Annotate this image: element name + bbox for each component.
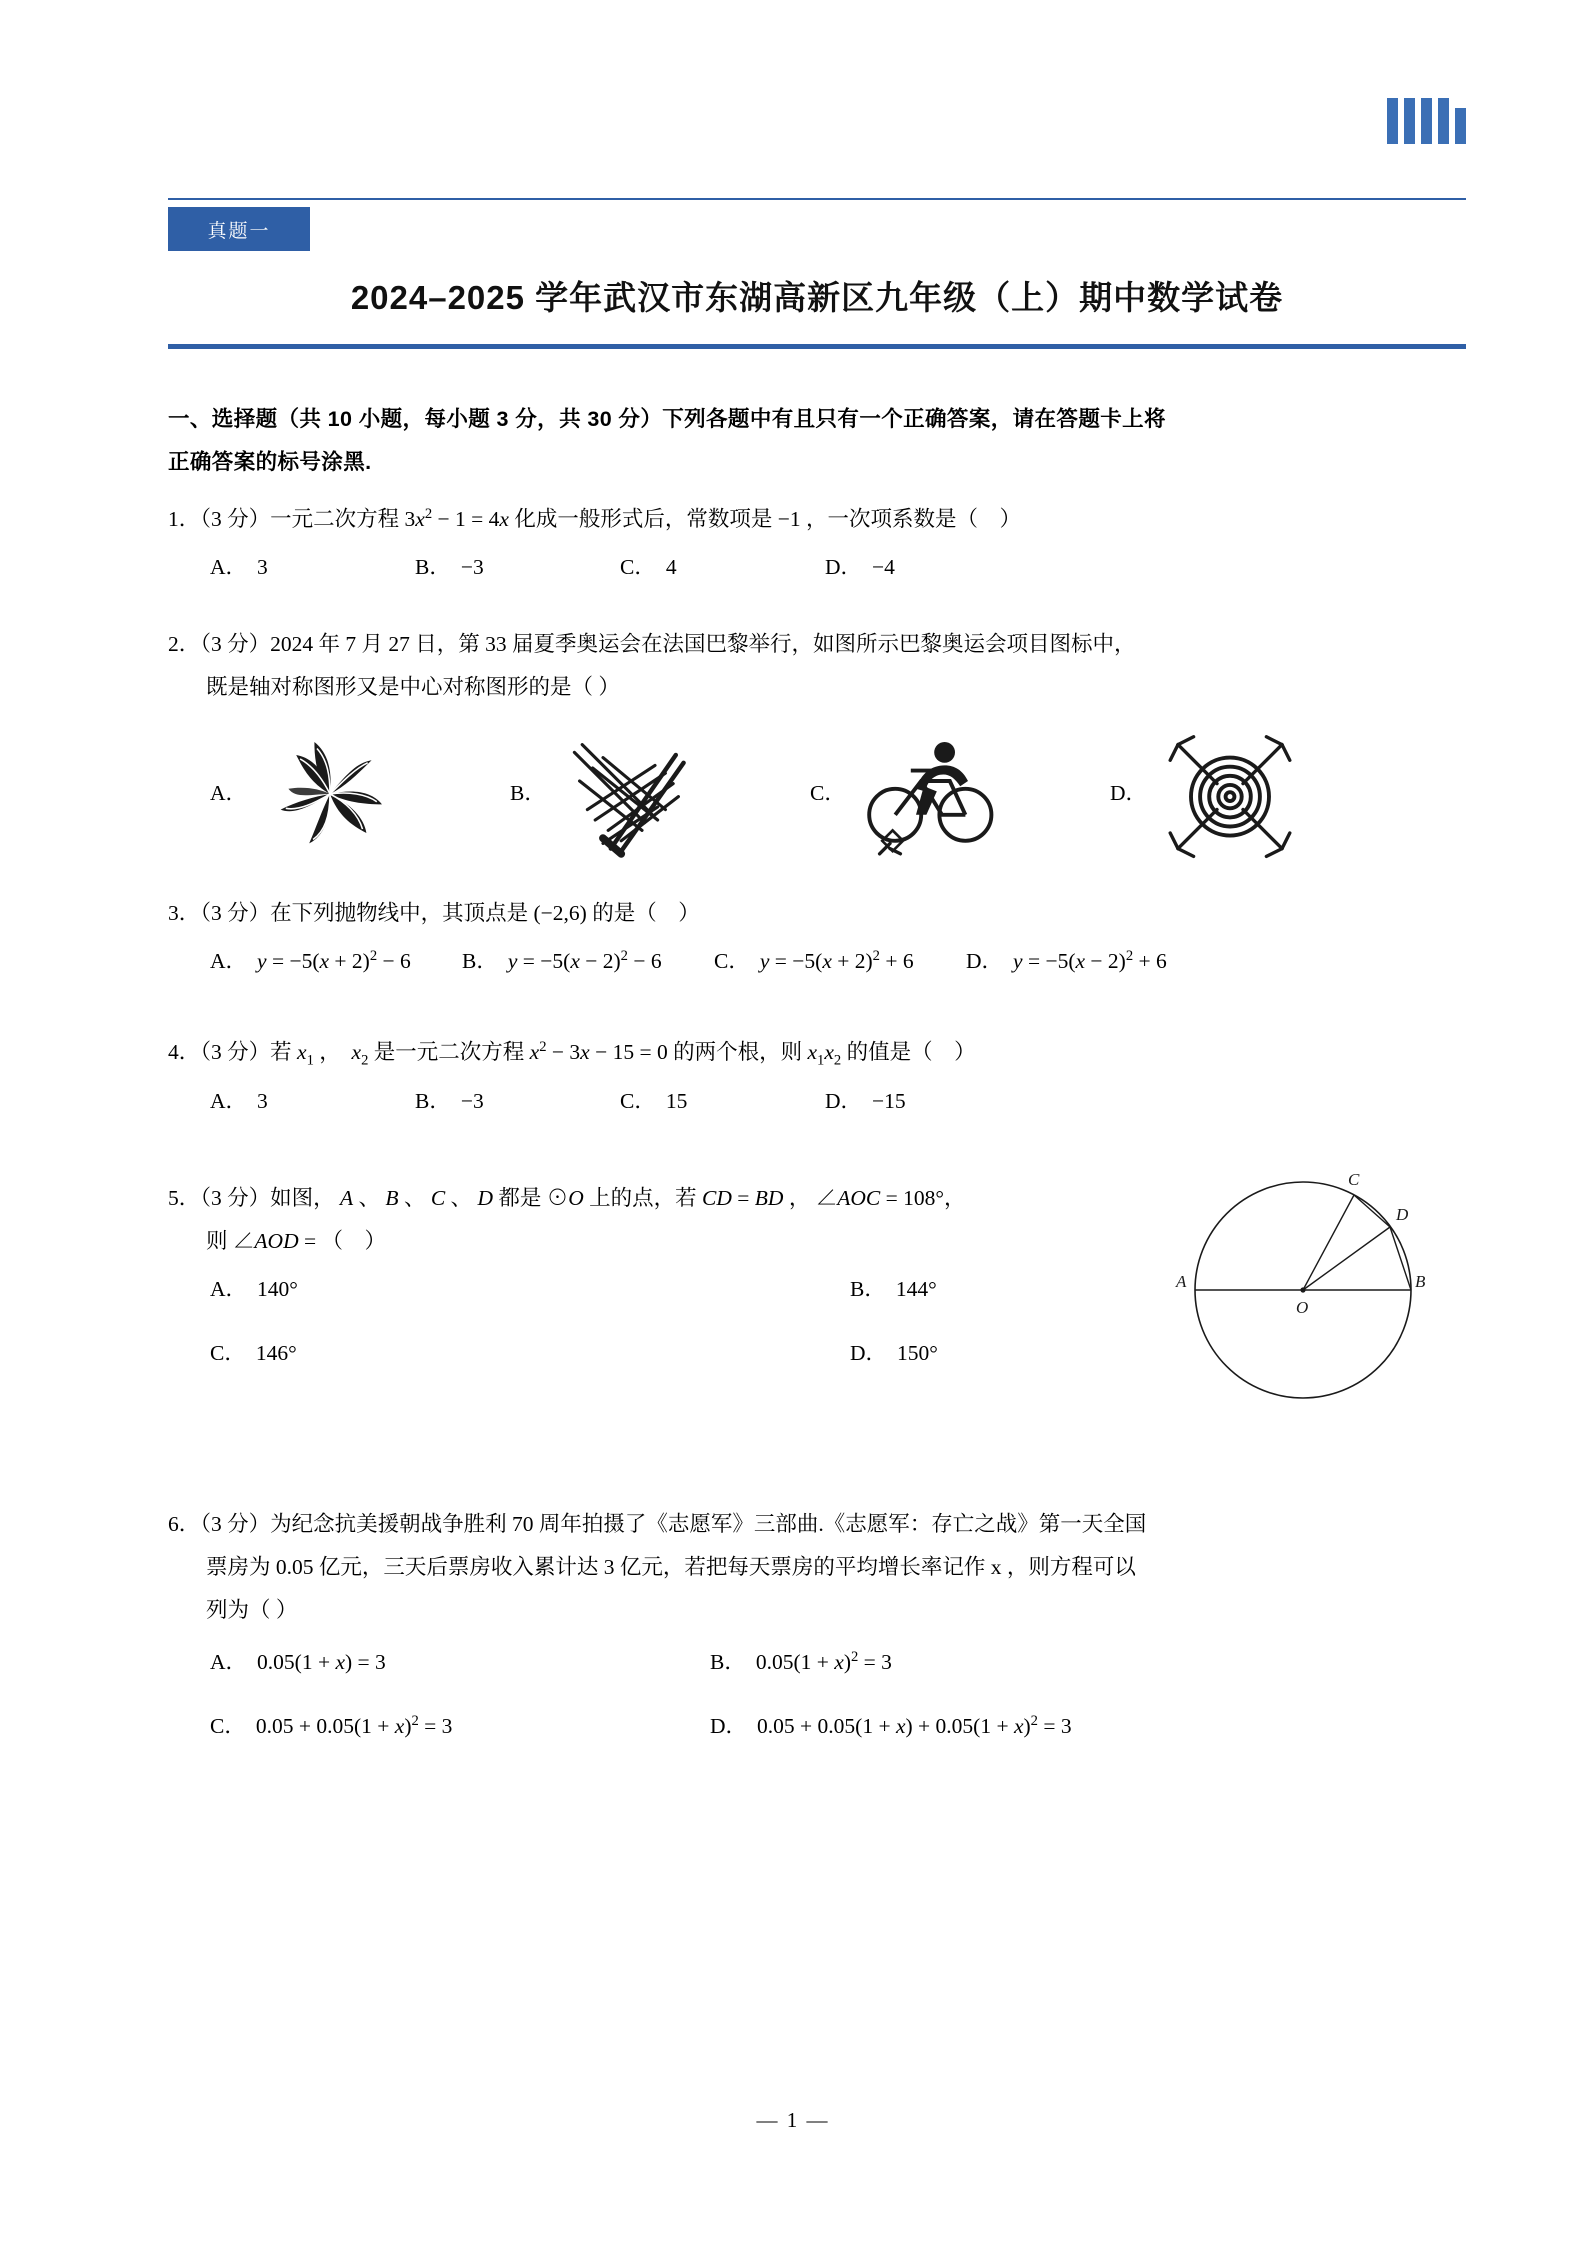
option-b[interactable] (710, 1642, 1190, 1684)
option-d-text: $0.05 + 0.05(1 + x) + 0.05(1 + x)^2 = 3$ (757, 1713, 1072, 1739)
option-d-label: D． (966, 948, 1004, 973)
option-d[interactable] (825, 547, 1030, 589)
question-1-options (168, 547, 1418, 589)
option-a-label: A． (210, 1277, 248, 1302)
label-B: B (1415, 1272, 1426, 1292)
circle-diagram (1168, 1165, 1438, 1415)
option-a[interactable] (210, 729, 510, 859)
header-rule-top (168, 198, 1466, 200)
question-5-stem-line1: 5．（3 分）如图， A 、 B 、 C 、 D 都是 ⊙O 上的点，若 CD = BD ， ∠AOC = 108°， (168, 1186, 966, 1211)
question-2 (168, 623, 1418, 862)
page-footer (0, 2108, 1586, 2133)
option-d[interactable] (710, 1706, 1190, 1748)
option-c[interactable] (210, 1706, 710, 1748)
label-C: C (1348, 1170, 1360, 1190)
question-6-options-row1 (168, 1642, 1418, 1684)
option-c-text: 4 (665, 555, 677, 579)
question-2-stem-line2: 既是轴对称图形又是中心对称图形的是（ ） (206, 674, 620, 699)
option-b-text: 144° (895, 1277, 937, 1302)
section-heading-line1: 一、选择题（共 10 小题，每小题 3 分，共 30 分）下列各题中有且只有一个正确答案，请在答题卡上将 (168, 407, 1166, 431)
option-c-text: $0.05 + 0.05(1 + x)^2 = 3$ (255, 1713, 453, 1739)
option-a-text: 3 (257, 1089, 268, 1114)
question-6-stem-line2: 票房为 0.05 亿元，三天后票房收入累计达 3 亿元，若把每天票房的平均增长率记作 x ，则方程可以 (206, 1555, 1136, 1580)
option-d-label: D． (710, 1714, 748, 1739)
option-b[interactable] (510, 729, 810, 859)
question-6-stem-line3: 列为（ ） (206, 1598, 298, 1623)
question-6-stem (168, 1503, 1418, 1632)
option-a-label: A． (210, 555, 248, 579)
option-c-label: C． (620, 1089, 656, 1114)
section-heading-line2: 正确答案的标号涂黑. (168, 450, 372, 474)
option-c[interactable] (714, 941, 966, 983)
option-c[interactable] (210, 1333, 850, 1375)
question-4 (168, 1031, 1418, 1123)
question-1 (168, 498, 1418, 589)
option-c-label: C． (810, 781, 846, 806)
question-3-stem: 3．（3 分）在下列抛物线中，其顶点是 (−2,6) 的是（ ） (168, 900, 700, 925)
option-d-label: D． (1110, 781, 1148, 806)
option-d-text: −15 (872, 1089, 906, 1114)
option-c[interactable] (620, 1081, 825, 1123)
option-b-label: B． (710, 1650, 746, 1675)
option-b-label: B． (415, 555, 451, 579)
option-d-text: 150° (897, 1341, 938, 1366)
question-4-stem: 4．（3 分）若 $x_1$ ， $x_2$ 是一元二次方程 $x^2 - 3x - 15 = 0$ 的两个根，则 $x_1x_2$ 的值是（ ） (168, 1038, 976, 1069)
option-c-label: C． (714, 948, 750, 973)
option-b-text: $y = -5(x - 2)^2 - 6$ (507, 947, 662, 973)
option-a[interactable] (210, 1642, 710, 1684)
option-b[interactable] (415, 547, 620, 589)
option-b-label: B． (850, 1277, 886, 1302)
option-d-text: −4 (872, 555, 895, 579)
option-b-text: −3 (460, 1089, 484, 1114)
option-a-label: A． (210, 781, 248, 806)
pinwheel-flower-icon (255, 729, 405, 859)
fencing-icon (554, 729, 704, 859)
question-6-stem-line1: 6．（3 分）为纪念抗美援朝战争胜利 70 周年拍摄了《志愿军》三部曲.《志愿军：存亡之战》第一天全国 (168, 1512, 1147, 1537)
option-d[interactable] (966, 941, 1218, 983)
question-5-stem (168, 1177, 1068, 1263)
option-a[interactable] (210, 1081, 415, 1123)
archery-target-icon (1155, 729, 1305, 859)
question-3 (168, 892, 1418, 983)
option-c-label: C． (210, 1714, 246, 1739)
option-a-text: 140° (257, 1277, 298, 1302)
question-2-options (168, 727, 1418, 862)
option-b-text: $0.05(1 + x)^2 = 3$ (755, 1649, 892, 1675)
option-a-label: A． (210, 1089, 248, 1114)
option-a-text: $y = -5(x + 2)^2 - 6$ (257, 947, 411, 973)
option-a[interactable] (210, 547, 415, 589)
option-a-text: 3 (257, 555, 268, 579)
option-d-label: D． (825, 1089, 863, 1114)
option-d[interactable] (1110, 729, 1410, 859)
bar-logo-icon (1387, 98, 1466, 144)
header-rule-bottom (168, 344, 1466, 349)
question-5 (168, 1170, 1426, 1437)
option-c-label: C． (620, 555, 656, 579)
label-O: O (1296, 1298, 1309, 1318)
option-c-text: $y = -5(x + 2)^2 + 6$ (759, 947, 914, 973)
question-5-stem-line2: 则 ∠AOD = （ ） (206, 1229, 386, 1254)
option-b-label: B． (510, 781, 546, 806)
option-a-label: A． (210, 1650, 248, 1675)
option-c-text: 146° (255, 1341, 297, 1366)
question-2-stem (168, 623, 1418, 709)
option-b[interactable] (415, 1081, 620, 1123)
option-b-label: B． (462, 948, 498, 973)
exam-tag-label: 真题一 (207, 220, 271, 242)
option-d[interactable] (825, 1081, 1030, 1123)
section-heading (168, 398, 1418, 484)
page-number: — 1 — (756, 2108, 830, 2132)
option-c[interactable] (810, 729, 1110, 859)
question-2-stem-line1: 2．（3 分）2024 年 7 月 27 日，第 33 届夏季奥运会在法国巴黎举行，如图所示巴黎奥运会项目图标中， (168, 631, 1136, 656)
exam-tag-badge (168, 207, 310, 251)
option-b-label: B． (415, 1089, 451, 1114)
question-4-options (168, 1081, 1418, 1123)
option-b[interactable] (462, 941, 714, 983)
question-6 (168, 1503, 1418, 1748)
option-d-label: D． (825, 555, 863, 579)
label-D: D (1396, 1205, 1409, 1225)
option-c-label: C． (210, 1341, 246, 1366)
question-3-options (168, 941, 1418, 983)
question-1-stem: 1．（3 分）一元二次方程 $3x^2 - 1 = 4x$ 化成一般形式后，常数项是 −1 ，一次项系数是（ ） (168, 505, 1021, 531)
cycling-icon (854, 729, 1004, 859)
option-c[interactable] (620, 547, 825, 589)
label-A: A (1176, 1272, 1187, 1292)
option-c-text: 15 (665, 1089, 688, 1114)
question-6-options-row2 (168, 1706, 1418, 1748)
option-b-text: −3 (460, 555, 484, 579)
option-a[interactable] (210, 1269, 850, 1311)
option-a-text: 0.05(1 + x) = 3 (257, 1650, 386, 1675)
exam-content (168, 398, 1426, 1748)
option-d-label: D． (850, 1341, 888, 1366)
page-title: 2024–2025 学年武汉市东湖高新区九年级（上）期中数学试卷 (350, 279, 1284, 316)
option-a[interactable] (210, 941, 462, 983)
option-a-label: A． (210, 948, 248, 973)
option-d-text: $y = -5(x - 2)^2 + 6$ (1013, 947, 1167, 973)
